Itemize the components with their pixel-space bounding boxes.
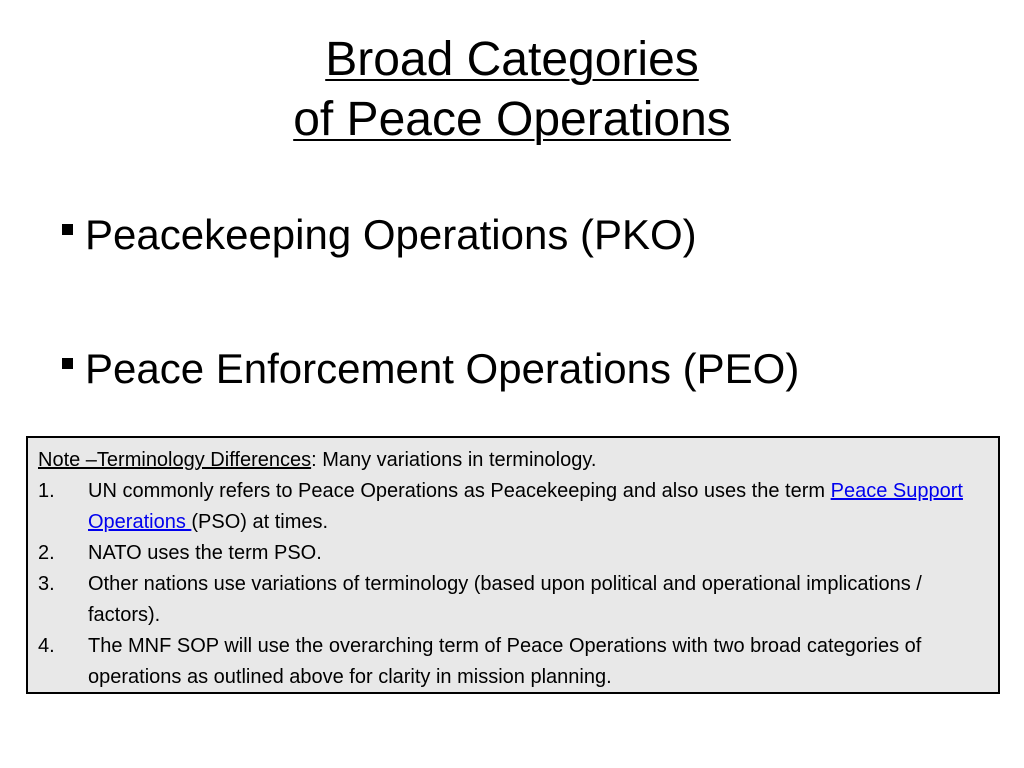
note-item-text: NATO uses the term PSO. bbox=[88, 542, 322, 564]
note-item-number: 1. bbox=[38, 480, 55, 502]
note-item-4 bbox=[38, 631, 988, 693]
note-item-text bbox=[88, 476, 988, 538]
bullet-item-pko bbox=[62, 208, 1002, 262]
bullet-item-peo bbox=[62, 342, 1002, 396]
square-bullet-icon bbox=[62, 224, 73, 235]
square-bullet-icon bbox=[62, 358, 73, 369]
note-item-number: 4. bbox=[38, 635, 55, 657]
slide-title-line-1: Broad Categories bbox=[325, 33, 699, 86]
note-item-3 bbox=[38, 569, 988, 631]
slide-title bbox=[0, 30, 1024, 150]
note-heading bbox=[38, 445, 988, 476]
note-heading-label: Note –Terminology Differences bbox=[38, 449, 312, 471]
note-item-1-text-after: (PSO) at times. bbox=[191, 511, 329, 533]
note-item-text: The MNF SOP will use the overarching term of Peace Operations with two broad categories of operations as outlined above for clarity in mission planning. bbox=[88, 635, 922, 688]
note-list bbox=[38, 476, 988, 693]
bullet-text-pko: Peacekeeping Operations (PKO) bbox=[85, 211, 697, 258]
note-item-number: 2. bbox=[38, 542, 55, 564]
note-item-2 bbox=[38, 538, 988, 569]
peace-support-operations-link[interactable]: Peace Support Operations bbox=[88, 480, 963, 533]
note-heading-rest: : Many variations in terminology. bbox=[311, 449, 597, 471]
note-item-1-text-before: UN commonly refers to Peace Operations as Peacekeeping and also uses the term bbox=[88, 480, 831, 502]
bullet-text-peo: Peace Enforcement Operations (PEO) bbox=[85, 345, 800, 392]
bullet-list bbox=[62, 208, 1002, 396]
note-item-number: 3. bbox=[38, 573, 55, 595]
note-item-text: Other nations use variations of terminology (based upon political and operational implications / factors). bbox=[88, 573, 922, 626]
note-item-1 bbox=[38, 476, 988, 538]
slide-title-line-2: of Peace Operations bbox=[293, 93, 731, 146]
terminology-note-box bbox=[26, 436, 1000, 694]
